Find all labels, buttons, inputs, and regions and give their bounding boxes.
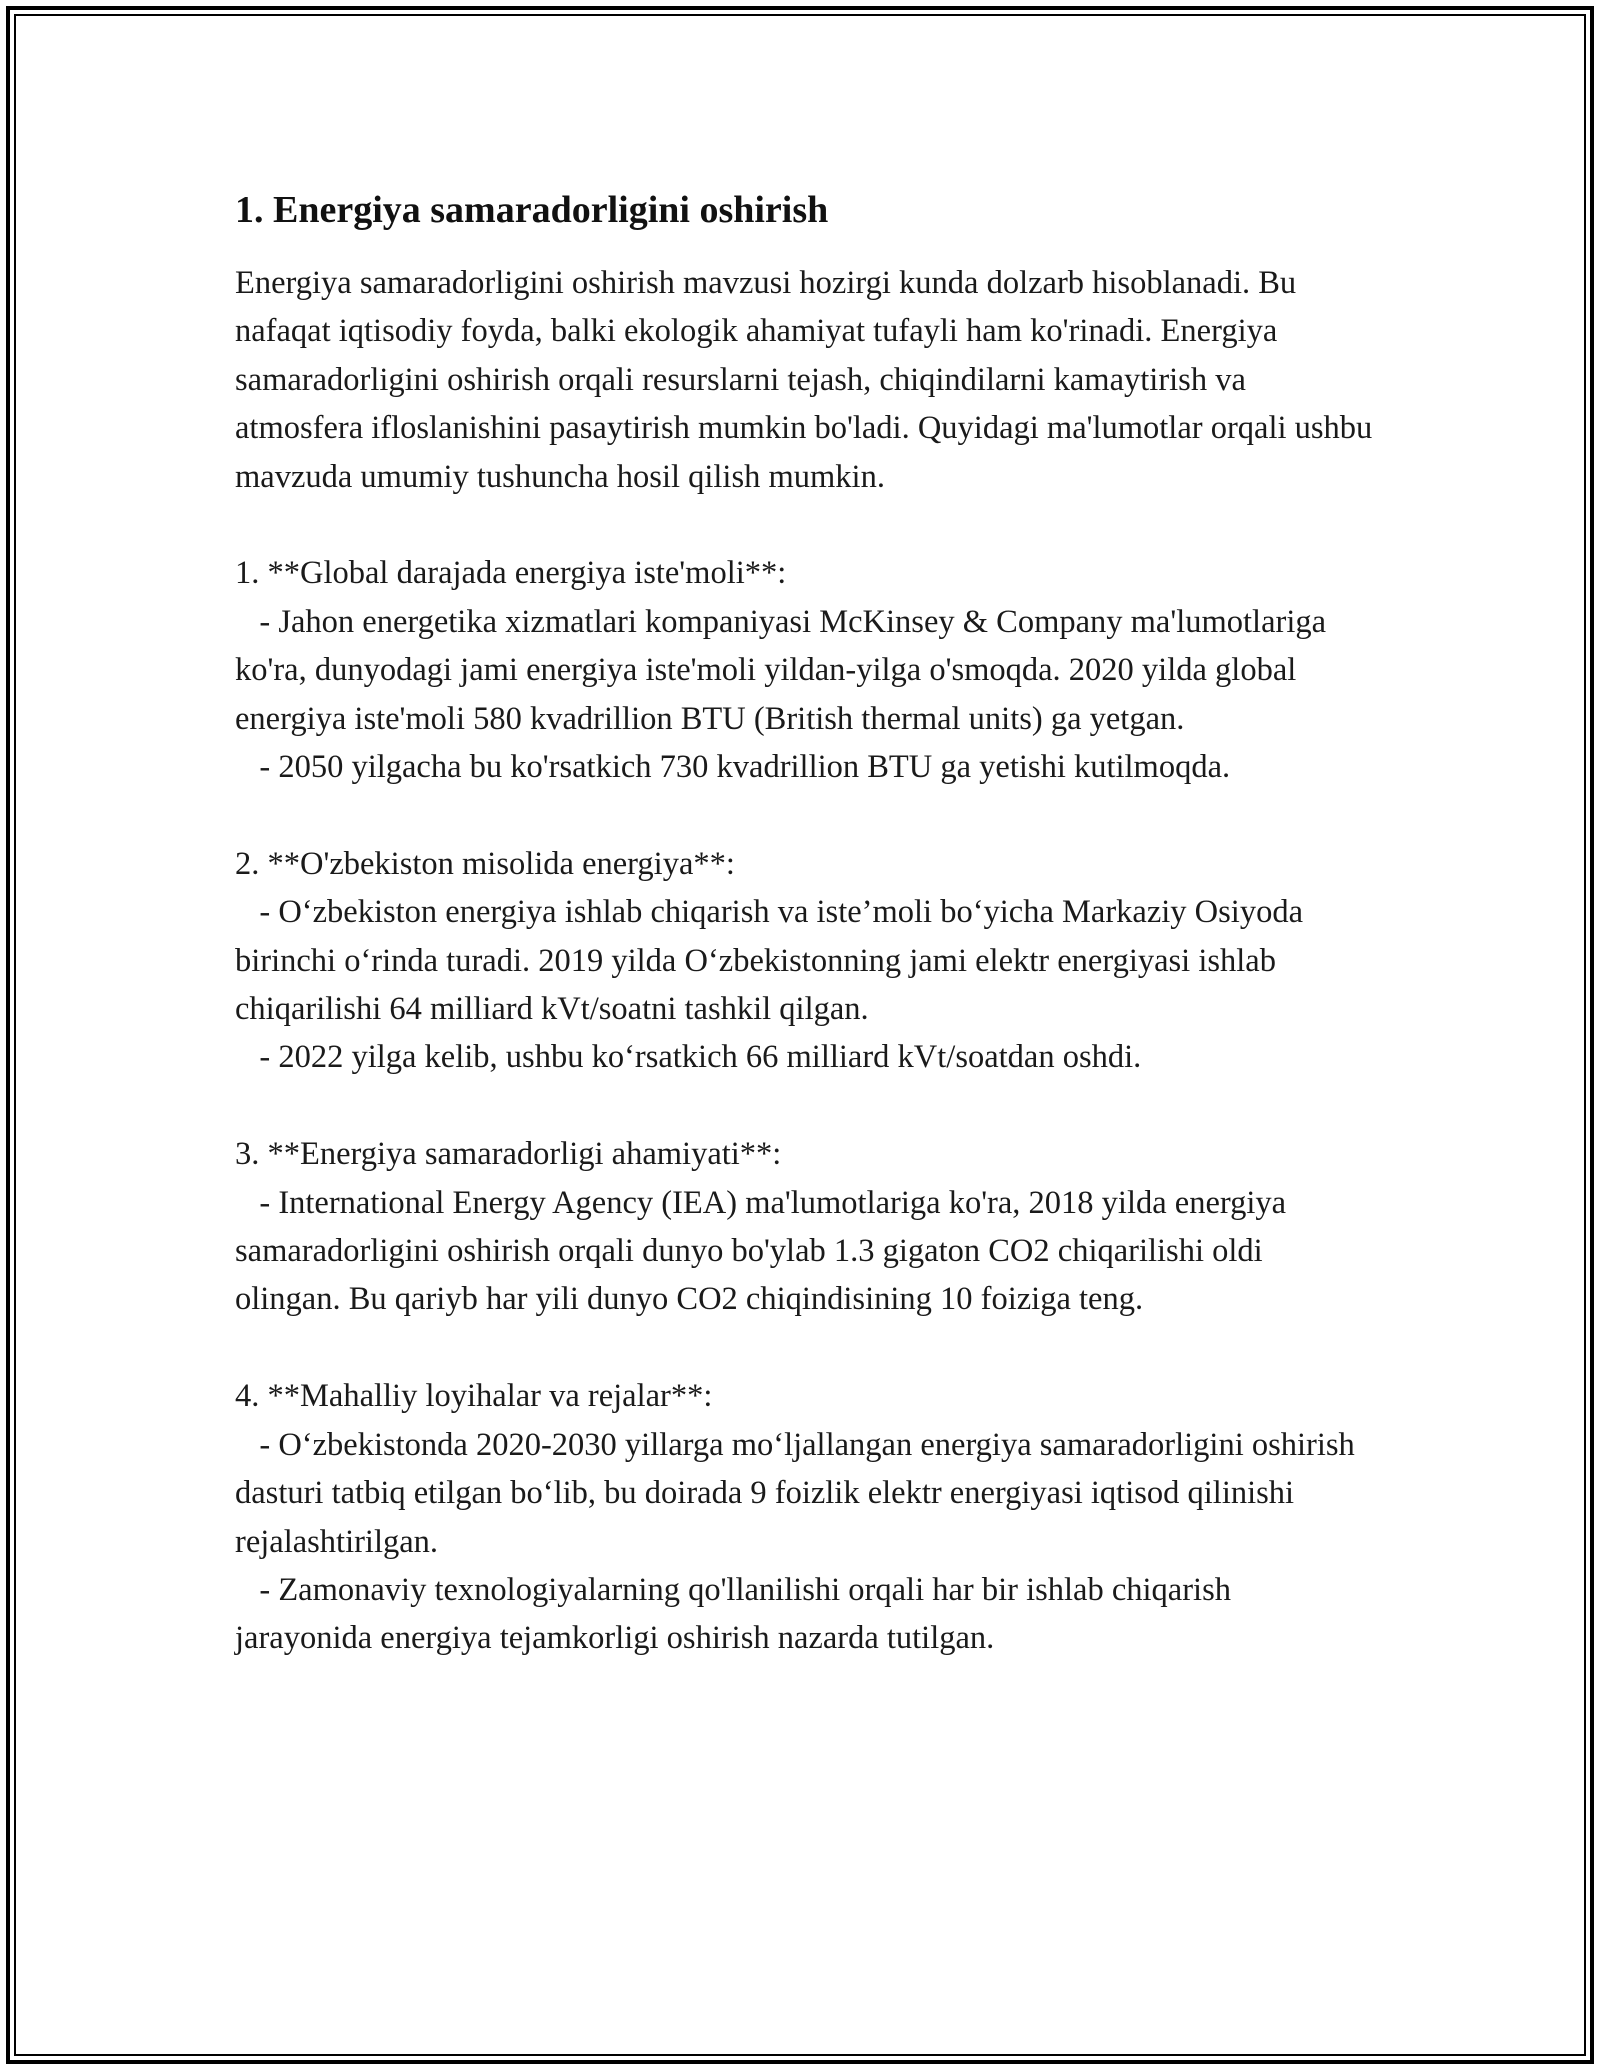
section-local-projects xyxy=(235,1372,1375,1662)
document-title: 1. Energiya samaradorligini oshirish xyxy=(235,189,829,231)
paragraph-gap xyxy=(235,501,1375,549)
section-heading: 1. **Global darajada energiya iste'moli**: xyxy=(235,555,787,592)
bullet-item: - O‘zbekiston energiya ishlab chiqarish va iste’moli bo‘yicha Markaziy Osiyoda birinchi o‘rinda turadi. 2019 yilda O‘zbekistonning jami elektr energiyasi ishlab chiqarilishi 64 milliard kVt/soatni tashkil qilgan. xyxy=(235,894,1312,1028)
bullet-item: - Zamonaviy texnologiyalarning qo'llanilishi orqali har bir ishlab chiqarish jarayonida energiya tejamkorligi oshirish nazarda tutilgan. xyxy=(235,1571,1240,1657)
section-heading: 3. **Energiya samaradorligi ahamiyati**: xyxy=(235,1136,782,1173)
section-heading: 4. **Mahalliy loyihalar va rejalar**: xyxy=(235,1378,713,1415)
bullet-item: - International Energy Agency (IEA) ma'lumotlariga ko'ra, 2018 yilda energiya samaradorligini oshirish orqali dunyo bo'ylab 1.3 gigaton CO2 chiqarilishi oldi olingan. Bu qariyb har yili dunyo CO2 chiqindisining 10 foiziga teng. xyxy=(235,1184,1295,1318)
section-heading: 2. **O'zbekiston misolida energiya**: xyxy=(235,845,735,882)
intro-paragraph: Energiya samaradorligini oshirish mavzusi hozirgi kunda dolzarb hisoblanadi. Bu nafaqat iqtisodiy foyda, balki ekologik ahamiyat tufayli ham ko'rinadi. Energiya samaradorligini oshirish orqali resurslarni tejash, chiqindilarni kamaytirish va atmosfera ifloslanishini pasaytirish mumkin bo'ladi. Quyidagi ma'lumotlar orqali ushbu mavzuda umumiy tushuncha hosil qilish mumkin. xyxy=(235,265,1381,495)
bullet-item: - 2022 yilga kelib, ushbu ko‘rsatkich 66 milliard kVt/soatdan oshdi. xyxy=(235,1039,1142,1076)
bullet-item: - O‘zbekistonda 2020-2030 yillarga mo‘ljallangan energiya samaradorligini oshirish dasturi tatbiq etilgan bo‘lib, bu doirada 9 foizlik elektr energiyasi iqtisod qilinishi rejalashtirilgan. xyxy=(235,1426,1363,1560)
paragraph-gap xyxy=(235,791,1375,839)
bullet-item: - 2050 yilgacha bu ko'rsatkich 730 kvadrillion BTU ga yetishi kutilmoqda. xyxy=(235,749,1231,786)
paragraph-gap xyxy=(235,1082,1375,1130)
section-global-consumption xyxy=(235,549,1375,791)
document-body xyxy=(235,185,1381,1663)
paragraph-gap xyxy=(235,1324,1375,1372)
bullet-item: - Jahon energetika xizmatlari kompaniyasi McKinsey & Company ma'lumotlariga ko'ra, dunyodagi jami energiya iste'moli yildan-yilga o'smoqda. 2020 yilda global energiya iste'moli 580 kvadrillion BTU (British thermal units) ga yetgan. xyxy=(235,603,1335,737)
section-efficiency-importance xyxy=(235,1130,1375,1324)
section-uzbekistan-energy xyxy=(235,840,1375,1082)
